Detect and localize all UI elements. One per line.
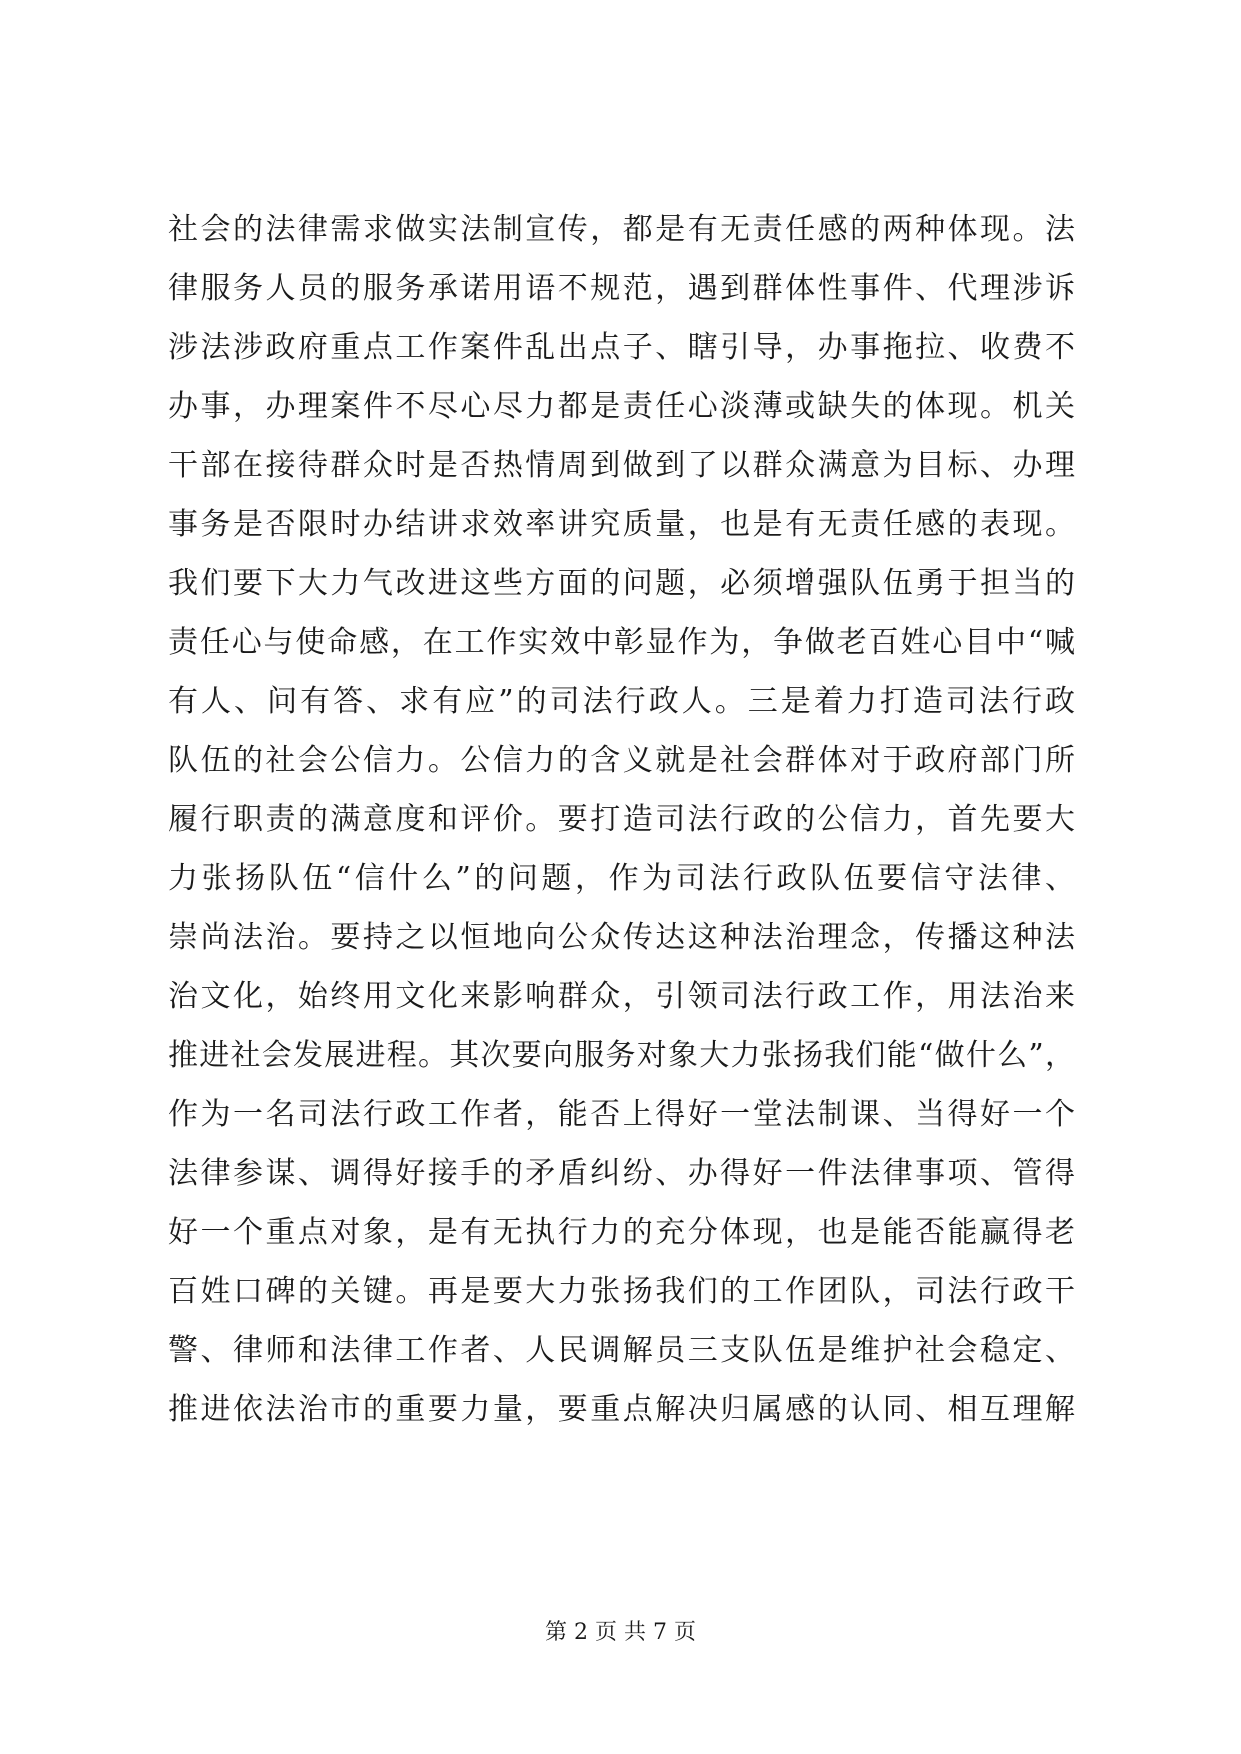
text-line-11: 履行职责的满意度和评价。要打造司法行政的公信力，首先要大 xyxy=(168,802,1075,837)
text-line-20: 警、律师和法律工作者、人民调解员三支队伍是维护社会稳定、 xyxy=(168,1333,1075,1368)
text-line-17: 法律参谋、调得好接手的矛盾纠纷、办得好一件法律事项、管得 xyxy=(168,1156,1075,1191)
text-line-16: 作为一名司法行政工作者，能否上得好一堂法制课、当得好一个 xyxy=(168,1097,1075,1132)
text-line-13: 崇尚法治。要持之以恒地向公众传达这种法治理念，传播这种法 xyxy=(168,920,1075,955)
page-number-footer: 第 2 页 共 7 页 xyxy=(545,1620,696,1645)
text-line-4: 办事，办理案件不尽心尽力都是责任心淡薄或缺失的体现。机关 xyxy=(168,389,1075,424)
text-line-19: 百姓口碑的关键。再是要大力张扬我们的工作团队，司法行政干 xyxy=(168,1274,1075,1309)
text-line-10: 队伍的社会公信力。公信力的含义就是社会群体对于政府部门所 xyxy=(168,743,1075,778)
text-line-5: 干部在接待群众时是否热情周到做到了以群众满意为目标、办理 xyxy=(168,448,1075,483)
text-line-18: 好一个重点对象，是有无执行力的充分体现，也是能否能赢得老 xyxy=(168,1215,1075,1250)
text-line-8: 责任心与使命感，在工作实效中彰显作为，争做老百姓心目中“喊 xyxy=(168,625,1075,660)
text-line-6: 事务是否限时办结讲求效率讲究质量，也是有无责任感的表现。 xyxy=(168,507,1075,542)
text-line-2: 律服务人员的服务承诺用语不规范，遇到群体性事件、代理涉诉 xyxy=(168,271,1075,306)
text-line-21: 推进依法治市的重要力量，要重点解决归属感的认同、相互理解 xyxy=(168,1392,1075,1427)
text-line-14: 治文化，始终用文化来影响群众，引领司法行政工作，用法治来 xyxy=(168,979,1075,1014)
text-line-1: 社会的法律需求做实法制宣传，都是有无责任感的两种体现。法 xyxy=(168,212,1075,247)
text-line-3: 涉法涉政府重点工作案件乱出点子、瞎引导，办事拖拉、收费不 xyxy=(168,330,1075,365)
text-line-9: 有人、问有答、求有应”的司法行政人。三是着力打造司法行政 xyxy=(168,684,1075,719)
text-line-15: 推进社会发展进程。其次要向服务对象大力张扬我们能“做什么”， xyxy=(168,1038,1075,1073)
text-line-12: 力张扬队伍“信什么”的问题，作为司法行政队伍要信守法律、 xyxy=(168,861,1075,896)
text-line-7: 我们要下大力气改进这些方面的问题，必须增强队伍勇于担当的 xyxy=(168,566,1075,601)
